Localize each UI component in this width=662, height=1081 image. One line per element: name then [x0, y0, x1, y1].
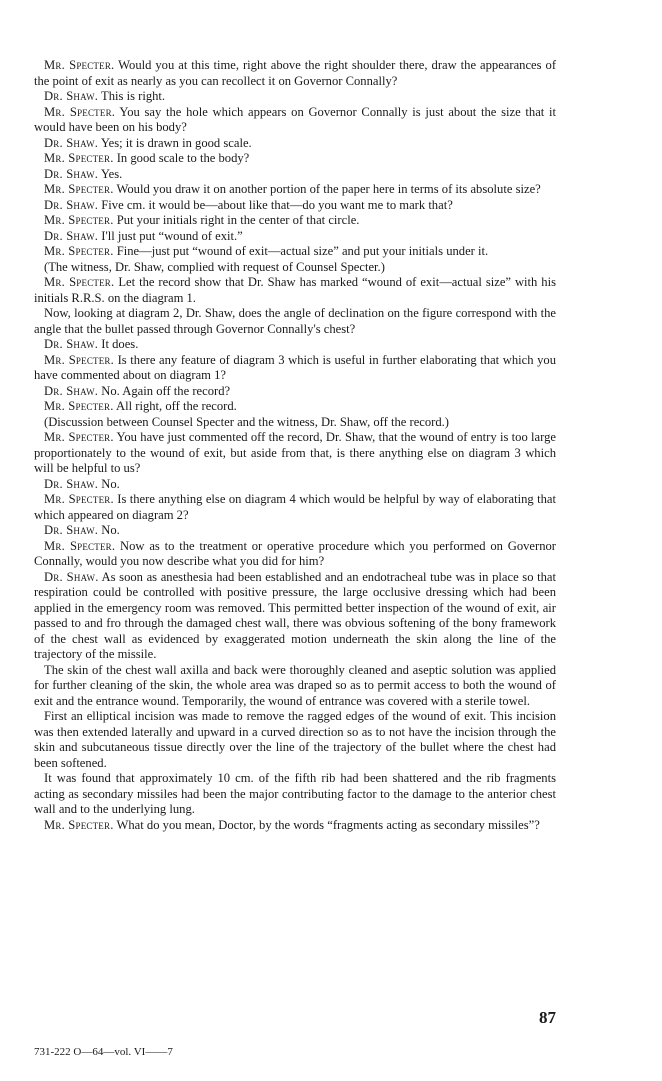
paragraph-text: You say the hole which appears on Governor Connally is just about the size that it would have been on his body?	[34, 104, 556, 134]
paragraph-text: Is there any feature of diagram 3 which is useful in further elaborating that which you have commented about on diagram 1?	[34, 352, 557, 382]
speaker-label: Mr. Specter.	[44, 492, 114, 506]
paragraph-text: Five cm. it would be—about like that—do you want me to mark that?	[101, 197, 453, 212]
paragraph-text: Is there anything else on diagram 4 which would be helpful by way of elaborating that which appeared on diagram 2?	[34, 492, 556, 522]
speaker-label: Dr. Shaw.	[44, 476, 99, 491]
testimony-paragraph	[34, 58, 556, 89]
testimony-paragraph	[34, 136, 556, 152]
speaker-label: Mr. Specter.	[44, 182, 114, 196]
paragraph-text: As soon as anesthesia had been established and an endotracheal tube was in place so that respiration could be controlled with positive pressure, the large occlusive dressing which had been applied in the emergency room was removed. This permitted better inspection of the wound of exit, air passed to and fro through the damaged chest wall, there was obvious softening of the bony framework of the chest wall as evidenced by exaggerated motion underneath the skin along the line of the trajectory of the missile.	[34, 569, 556, 661]
paragraph-text: Yes; it is drawn in good scale.	[100, 135, 252, 150]
speaker-label: Dr. Shaw.	[44, 166, 99, 181]
paragraph-text: Would you draw it on another portion of the paper here in terms of its absolute size?	[116, 182, 541, 196]
testimony-text	[34, 58, 556, 833]
testimony-paragraph	[34, 89, 556, 105]
testimony-paragraph	[34, 399, 556, 415]
paragraph-text: Let the record show that Dr. Shaw has marked “wound of exit—actual size” with his initials R.R.S. on the diagram 1.	[34, 275, 556, 305]
testimony-paragraph	[34, 771, 556, 818]
speaker-label: Dr. Shaw.	[44, 569, 99, 584]
paragraph-text: Fine—just put “wound of exit—actual size” and put your initials under it.	[116, 244, 489, 258]
speaker-label: Mr. Specter.	[44, 213, 114, 227]
testimony-paragraph	[34, 167, 556, 183]
speaker-label: Dr. Shaw.	[44, 197, 99, 212]
testimony-paragraph	[34, 353, 556, 384]
speaker-label: Mr. Specter.	[44, 58, 115, 72]
speaker-label: Mr. Specter.	[44, 275, 115, 289]
paragraph-text: I'll just put “wound of exit.”	[101, 228, 243, 243]
speaker-label: Mr. Specter.	[44, 538, 116, 553]
paragraph-text: (Discussion between Counsel Specter and the witness, Dr. Shaw, off the record.)	[44, 414, 450, 429]
paragraph-text: The skin of the chest wall axilla and back were thoroughly cleaned and aseptic solution was applied for further cleaning of the skin, the whole area was draped so as to permit access to both the wound of exit and the entrance wound. Temporarily, the wound of entrance was covered with a sterile towel.	[34, 662, 556, 708]
testimony-paragraph	[34, 818, 556, 834]
page-number: 87	[539, 1008, 556, 1027]
testimony-paragraph	[34, 260, 556, 276]
paragraph-text: It was found that approximately 10 cm. of the fifth rib had been shattered and the rib fragments acting as secondary missiles had been the major contributing factor to the damage to the anterior chest wall and to the underlying lung.	[34, 771, 556, 816]
speaker-label: Mr. Specter.	[44, 430, 114, 444]
testimony-paragraph	[34, 415, 556, 431]
paragraph-text: No. Again off the record?	[101, 383, 231, 398]
testimony-paragraph	[34, 477, 556, 493]
testimony-paragraph	[34, 151, 556, 167]
testimony-paragraph	[34, 430, 556, 477]
testimony-paragraph	[34, 539, 556, 570]
testimony-paragraph	[34, 105, 556, 136]
testimony-paragraph	[34, 709, 556, 771]
speaker-label: Mr. Specter.	[44, 817, 114, 832]
testimony-paragraph	[34, 229, 556, 245]
speaker-label: Dr. Shaw.	[44, 135, 99, 150]
testimony-paragraph	[34, 523, 556, 539]
paragraph-text: (The witness, Dr. Shaw, complied with request of Counsel Specter.)	[44, 259, 385, 274]
speaker-label: Dr. Shaw.	[44, 337, 99, 351]
testimony-paragraph	[34, 182, 556, 198]
testimony-paragraph	[34, 213, 556, 229]
speaker-label: Mr. Specter.	[44, 244, 114, 258]
paragraph-text: It does.	[101, 337, 139, 351]
speaker-label: Dr. Shaw.	[44, 523, 99, 537]
speaker-label: Mr. Specter.	[44, 104, 116, 119]
testimony-paragraph	[34, 663, 556, 710]
paragraph-text: All right, off the record.	[116, 399, 237, 413]
paragraph-text: Would you at this time, right above the right shoulder there, draw the appearances of the point of exit as nearly as you can recollect it on Governor Connally?	[34, 58, 557, 88]
paragraph-text: This is right.	[101, 89, 166, 103]
paragraph-text: Now, looking at diagram 2, Dr. Shaw, does the angle of declination on the figure correspond with the angle that the bullet passed through Governor Connally's chest?	[34, 306, 556, 336]
testimony-paragraph	[34, 198, 556, 214]
paragraph-text: Put your initials right in the center of that circle.	[116, 213, 360, 227]
paragraph-text: No.	[101, 523, 120, 537]
testimony-paragraph	[34, 492, 556, 523]
speaker-label: Dr. Shaw.	[44, 383, 99, 398]
testimony-paragraph	[34, 306, 556, 337]
testimony-paragraph	[34, 275, 556, 306]
testimony-paragraph	[34, 384, 556, 400]
paragraph-text: Yes.	[100, 166, 123, 181]
speaker-label: Mr. Specter.	[44, 352, 114, 367]
paragraph-text: What do you mean, Doctor, by the words “fragments acting as secondary missiles”?	[116, 817, 540, 832]
paragraph-text: Now as to the treatment or operative procedure which you performed on Governor Connally, would you now describe what you did for him?	[34, 538, 556, 568]
testimony-paragraph	[34, 244, 556, 260]
speaker-label: Dr. Shaw.	[44, 89, 99, 103]
testimony-paragraph	[34, 337, 556, 353]
paragraph-text: You have just commented off the record, Dr. Shaw, that the wound of entry is too large proportionately to the wound of exit, but aside from that, is there anything else on diagram 3 which will be helpful to us?	[34, 430, 556, 475]
speaker-label: Dr. Shaw.	[44, 228, 99, 243]
speaker-label: Mr. Specter.	[44, 151, 114, 165]
footer-print-code: 731-222 O—64—vol. VI——7	[34, 1046, 173, 1058]
testimony-paragraph	[34, 570, 556, 663]
speaker-label: Mr. Specter.	[44, 399, 114, 413]
paragraph-text: In good scale to the body?	[116, 151, 250, 165]
paragraph-text: First an elliptical incision was made to remove the ragged edges of the wound of exit. This incision was then extended laterally and upward in a curved direction so as to not have the incision through the skin and subcutaneous tissue directly over the line of the trajectory of the bullet where the chest had been softened.	[34, 709, 556, 770]
paragraph-text: No.	[101, 476, 120, 491]
